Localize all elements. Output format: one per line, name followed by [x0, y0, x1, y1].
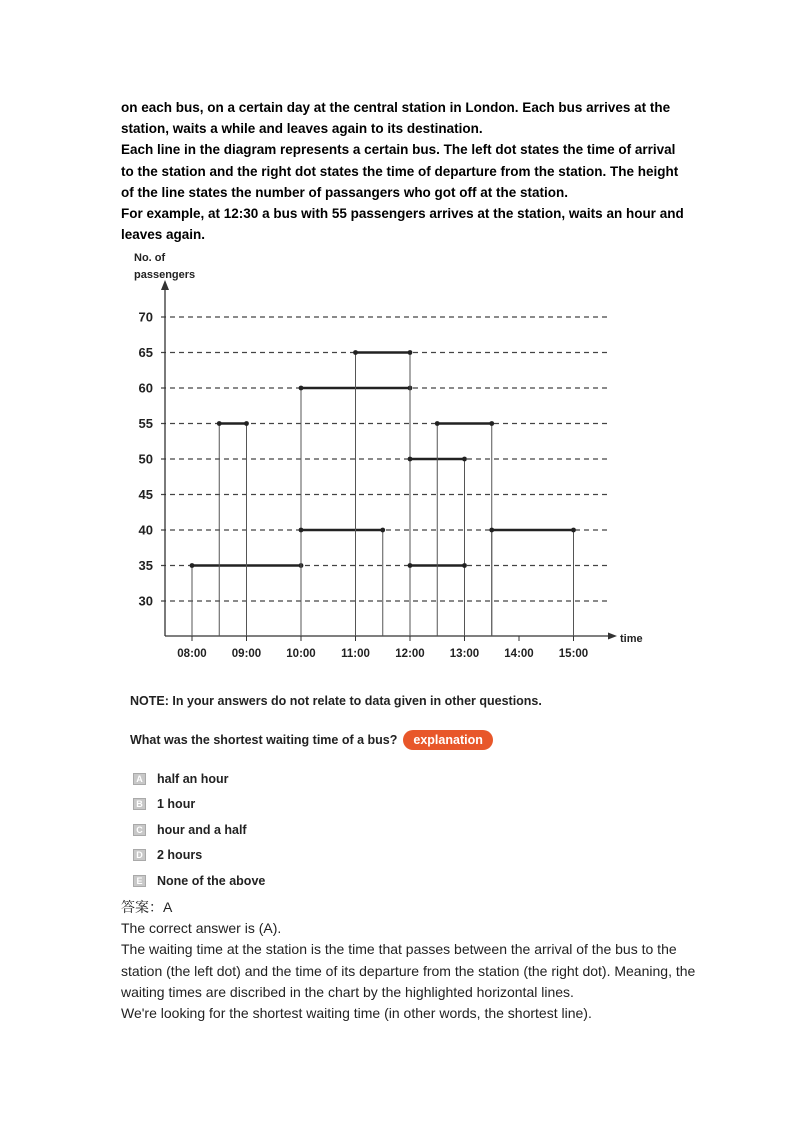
x-tick-label: 15:00	[558, 648, 589, 660]
arrival-dot	[299, 386, 304, 391]
intro-text	[121, 97, 691, 245]
x-axis-arrow	[608, 633, 617, 640]
intro-paragraph: Each line in the diagram represents a certain bus. The left dot states the time of arrival to the station and the right dot states the time of departure from the station. The height of the line states the number of passangers who got off at the station.	[121, 142, 679, 200]
y-tick-labels	[139, 310, 153, 609]
arrival-dot	[408, 563, 413, 568]
y-tick-label: 45	[138, 487, 153, 502]
arrival-dot	[299, 528, 304, 533]
bus-lines	[190, 350, 576, 636]
y-tick-label: 40	[138, 522, 153, 538]
option-letter-badge: E	[133, 875, 146, 887]
arrival-dot	[217, 421, 222, 426]
option-letter-badge: B	[133, 798, 146, 810]
answer-line: We're looking for the shortest waiting time (in other words, the shortest line).	[121, 1005, 592, 1022]
option-b[interactable]	[133, 792, 265, 818]
intro-paragraph: on each bus, on a certain day at the central station in London. Each bus arrives at the station, waits a while and leaves again to its destination.	[121, 100, 671, 137]
y-tick-label: 30	[138, 593, 153, 609]
arrival-dot	[489, 528, 494, 533]
option-a[interactable]	[133, 766, 265, 792]
option-text: half an hour	[157, 771, 229, 786]
intro-paragraph: For example, at 12:30 a bus with 55 passengers arrives at the station, waits an hour and leaves again.	[121, 206, 684, 243]
arrival-dot	[353, 350, 358, 355]
y-tick-label: 60	[138, 380, 153, 396]
question-text: What was the shortest waiting time of a bus?	[130, 733, 398, 747]
bus-chart	[120, 248, 650, 670]
answer-line: The correct answer is (A).	[121, 920, 282, 937]
y-tick-label: 70	[138, 309, 153, 325]
explanation-button[interactable]: explanation	[403, 730, 492, 750]
x-tick-label: 13:00	[449, 648, 480, 660]
option-text: 1 hour	[157, 797, 196, 812]
option-c[interactable]	[133, 817, 265, 843]
option-letter-badge: A	[133, 773, 146, 785]
option-e[interactable]	[133, 868, 265, 894]
axes	[161, 280, 617, 641]
x-tick-label: 11:00	[341, 648, 370, 660]
x-tick-label: 08:00	[177, 648, 207, 660]
y-axis-label: passengers	[134, 269, 196, 281]
departure-dot	[408, 350, 413, 355]
note-text: NOTE: In your answers do not relate to data given in other questions.	[130, 694, 542, 708]
x-tick-labels	[177, 648, 588, 660]
option-text: 2 hours	[157, 848, 203, 863]
y-tick-label: 35	[138, 558, 153, 573]
departure-dot	[489, 421, 494, 426]
answer-line: The waiting time at the station is the time that passes between the arrival of the bus to the station (the left dot) and the time of its departure from the station (the right dot). Meaning, the waiting times are discribed in the chart by the highlighted horizontal lines.	[121, 941, 696, 1000]
x-tick-label: 09:00	[231, 648, 262, 660]
y-tick-label: 50	[138, 451, 153, 467]
x-tick-label: 10:00	[286, 648, 316, 660]
departure-dot	[462, 563, 467, 568]
arrival-dot	[408, 457, 413, 462]
option-text: None of the above	[157, 873, 266, 888]
x-tick-label: 12:00	[395, 648, 425, 660]
y-axis-label: No. of	[134, 252, 166, 264]
option-letter-badge: D	[133, 849, 146, 861]
answer-options	[133, 766, 265, 894]
y-tick-label: 55	[138, 416, 153, 431]
answer-section	[121, 897, 701, 1024]
arrival-dot	[190, 563, 195, 568]
option-letter-badge: C	[133, 824, 146, 836]
departure-dot	[244, 421, 249, 426]
answer-label: 答案：A	[121, 899, 173, 915]
question-row	[130, 730, 493, 750]
y-tick-label: 65	[138, 345, 153, 360]
grid-lines	[161, 317, 608, 601]
x-tick-label: 14:00	[504, 648, 534, 660]
x-axis-label: time	[620, 633, 643, 645]
option-text: hour and a half	[157, 822, 247, 837]
departure-dot	[462, 457, 467, 462]
y-axis-arrow	[161, 280, 169, 290]
arrival-dot	[435, 421, 440, 426]
departure-dot	[380, 528, 385, 533]
departure-dot	[571, 528, 576, 533]
option-d[interactable]	[133, 843, 265, 869]
